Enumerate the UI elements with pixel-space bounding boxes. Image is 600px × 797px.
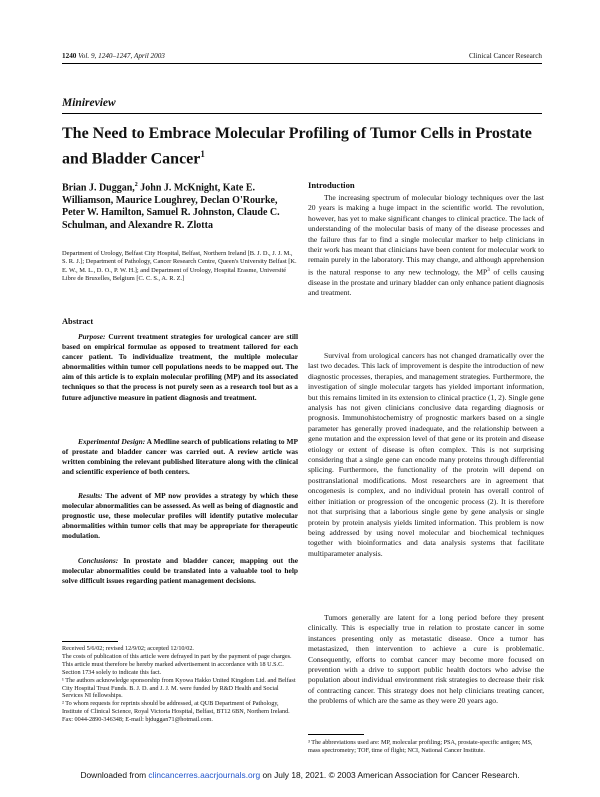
- footnote-1: ¹ The authors acknowledge sponsorship from Kyowa Hakko United Kingdom Ltd. and Belfast City Hospital Trust Funds. B. J. D. and J. J. M. were funded by R&D Health and Social Services NI fellowships.: [62, 676, 296, 700]
- intro-paragraph-3: Tumors generally are latent for a long period before they present clinically. This is especially true in relation to prostate cancer in some instances presenting only as metastatic disease. Once a tumor has metastasized, then intervention to achieve a cure is problematic. Consequently, efforts to combat cancer may become more focused on prevention with a drive to support public health doctors who advise the population about individual environment risk strategies to decrease their risk of contracting cancer. This strategy does not help clinicians treating cancer, the problems of which are the same as they were 20 years ago.: [308, 613, 544, 706]
- affiliations: Department of Urology, Belfast City Hospital, Belfast, Northern Ireland [B. J. D., J. J. M., S. R. J.]; Department of Pathology, Cancer Research Centre, Queen's University Belfast [K. E. W., M. L., D. O., P. W. H.]; and Department of Urology, Hospital Erasme, Université Libre de Bruxelles, Belgium [C. C. S., A. R. Z.]: [62, 250, 297, 282]
- abbrev-footnote-mark: 3: [487, 267, 490, 273]
- footnote-received: Received 5/6/02; revised 12/9/02; accepted 12/10/02.: [62, 645, 194, 652]
- intro-paragraph-2: Survival from urological cancers has not changed dramatically over the last two decades. This lack of improvement is despite the introduction of new diagnostic processes, therapies, and management strategies. Furthermore, the investigation of single molecular targets has yielded important information, but this remains limited in its extension to clinical practice (1, 2). Single gene analysis has not given clinicians conclusive data regarding diagnosis or prognosis. Immunohistochemistry of prognostic markers based on a single parameter has generally proved inadequate, and the relationship between a gene mutation and the expression level of that gene or its protein and disease etiology or extent of disease is often complex. This is not surprising considering that a single gene can encode many proteins through differential splicing. Furthermore, the functionality of the protein will depend on posttranslational modifications. Most researchers are in agreement that oncogenesis is complex, and no individual protein has overall control of either initiation or progression of the oncogenic process (2). It is therefore not that surprising that a laborious single gene by gene analysis or single protein by protein analysis yields limited information. This problem is now being addressed by using novel molecular and biochemical techniques together with bioinformatics and data analysis systems that facilitate multiparameter analysis.: [308, 351, 544, 558]
- footnote-rule: [62, 641, 118, 642]
- journal-link[interactable]: clincancerres.aacrjournals.org: [148, 770, 261, 780]
- header-citation: [62, 52, 165, 60]
- design-text: A Medline search of publications relating to MP of prostate and bladder cancer was carried out. A review article was written combining the relevant published literature along with the clinical and scientific experience of both centers.: [62, 437, 298, 477]
- conclusions-label: Conclusions:: [78, 556, 119, 565]
- footnote-3: ³ The abbreviations used are: MP, molecular profiling; PSA, prostate-specific antigen; MS, mass spectrometry; TOF, time of flight; NCI, National Cancer Institute.: [308, 739, 533, 754]
- author-rest: John J. McKnight, Kate E. Williamson, Maurice Loughrey, Declan O'Rourke, Peter W. Hamilton, Samuel R. Johnston, Claude C. Schulman, and Alexandre R. Zlotta: [62, 182, 280, 231]
- author-first: Brian J. Duggan,: [62, 182, 135, 194]
- article-title: [62, 124, 532, 169]
- abstract-conclusions: [62, 556, 298, 586]
- article-title-text: The Need to Embrace Molecular Profiling of Tumor Cells in Prostate and Bladder Cancer: [62, 125, 532, 168]
- author-list: [62, 179, 297, 232]
- results-text: The advent of MP now provides a strategy by which these molecular abnormalities can be assessed. As well as being of diagnostic and prognostic use, these molecular profiles will identify putative molecular abnormalities within tumor cells that may be appropriate for therapeutic modulation.: [62, 491, 298, 541]
- header-rule: [62, 63, 542, 64]
- section-label: Minireview: [62, 97, 116, 109]
- intro-paragraph-1: [308, 193, 544, 299]
- download-notice: [70, 770, 530, 780]
- page-number: 1240: [62, 52, 77, 60]
- results-label: Results:: [78, 491, 103, 500]
- footnote-costs: The costs of publication of this article were defrayed in part by the payment of page charges. This article must therefore be hereby marked advertisement in accordance with 18 U.S.C. Section 1734 solely to indicate this fact.: [62, 652, 292, 676]
- purpose-label: Purpose:: [78, 332, 106, 341]
- author-footnote-mark: 2: [134, 182, 138, 188]
- intro-p1-b: of cells causing disease in the prostate and urinary bladder can only enhance patient diagnosis and treatment.: [308, 267, 544, 298]
- design-label: Experimental Design:: [78, 437, 146, 446]
- purpose-text: Current treatment strategies for urological cancer are still based on empirical formulae as opposed to treatment tailored for each cancer patient. To individualize treatment, the multiple molecular abnormalities within tumor cell populations needs to be mapped out. The aim of this article is to explain molecular profiling (MP) and its associated techniques so that the process is not purely seen as a research tool but as a future adjunctive measure in patient diagnosis and treatment.: [62, 332, 298, 402]
- journal-name: Clinical Cancer Research: [468, 52, 542, 60]
- conclusions-text: In prostate and bladder cancer, mapping out the molecular abnormalities could be translated into a valuable tool to help solve difficult issues regarding patient management decisions.: [62, 556, 298, 586]
- abstract-design: [62, 437, 298, 477]
- footnotes: [62, 645, 298, 724]
- abstract-purpose: [62, 332, 298, 403]
- intro-p1-a: The increasing spectrum of molecular biology techniques over the last 20 years is making a huge impact in the scientific world. The revolution, however, has yet to make significant changes to clinical practice. The lack of understanding of the molecular basis of many of the disease processes and the failure thus far to find a single molecular marker to help clinicians in their work has meant that clinicians have been content for molecular work to remain purely in the laboratory. This may change, and although apprehension is the natural response to any new technology, the MP: [308, 193, 544, 277]
- citation-text: Vol. 9, 1240–1247, April 2003: [78, 52, 165, 60]
- footnote-2: ² To whom requests for reprints should be addressed, at QUB Department of Pathology, Institute of Clinical Science, Royal Victoria Hospital, Belfast, BT12 6BN, Northern Ireland. Fax: 0044-2890-346348; E-mail: bjduggan71@hotmail.com.: [62, 700, 290, 724]
- abstract-results: [62, 491, 298, 541]
- title-footnote-mark: 1: [200, 149, 205, 159]
- footnote-rule-right: [308, 734, 364, 735]
- section-rule: [62, 113, 542, 114]
- abstract-heading: Abstract: [62, 317, 94, 326]
- download-suffix: on July 18, 2021. © 2003 American Association for Cancer Research.: [260, 770, 520, 780]
- introduction-heading: Introduction: [308, 180, 355, 190]
- download-prefix: Downloaded from: [80, 770, 149, 780]
